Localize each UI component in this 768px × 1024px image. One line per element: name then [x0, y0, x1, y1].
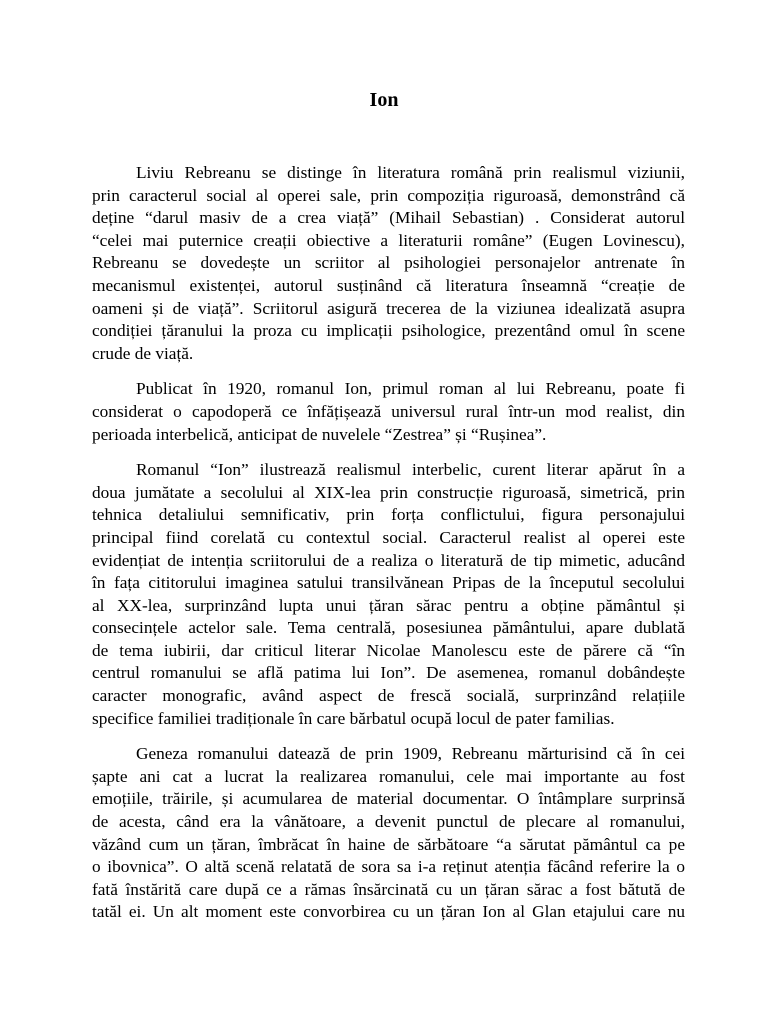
page-title: Ion	[369, 89, 399, 111]
text-line: emoțiile, trăirile, și acumularea de material documentar. O întâmplare surprinsă	[92, 789, 685, 809]
text-line: de acesta, când era la vânătoare, a devenit punctul de plecare al romanului,	[92, 812, 685, 832]
text-line: principal fiind corelată cu contextul social. Caracterul realist al operei este	[92, 527, 685, 547]
text-line: consecințele actelor sale. Tema centrală, posesiunea pământului, apare dublată	[92, 618, 685, 638]
text-line: mecanismul existenței, autorul susținând că literatura înseamnă “creație de	[92, 275, 685, 295]
text-line: Romanul “Ion” ilustrează realismul interbelic, curent literar apărut în a	[136, 460, 685, 480]
text-line: o ibovnica”. O altă scenă relatată de sora sa i-a reținut atenția făcând referire la o	[92, 857, 685, 877]
text-line: perioada interbelică, anticipat de nuvelele “Zestrea” și “Rușinea”.	[92, 424, 547, 444]
text-line: considerat o capodoperă ce înfățișează universul rural într-un mod realist, din	[92, 401, 685, 421]
text-line: Rebreanu se dovedește un scriitor al psihologiei personajelor antrenate în	[92, 253, 685, 273]
paragraph-intro	[92, 162, 685, 365]
text-line: văzând cum un țăran, îmbrăcat în haine de sărbătoare “a sărutat pământul ca pe	[92, 834, 685, 854]
text-line: deține “darul masiv de a crea viață” (Mihail Sebastian) . Considerat autorul	[92, 208, 685, 228]
text-line: tatăl ei. Un alt moment este convorbirea cu un țăran Ion al Glan etajului care nu	[92, 902, 685, 922]
text-line: centrul romanului se află patima lui Ion”. De asemenea, romanul dobândește	[92, 663, 685, 683]
text-line: șapte ani cat a lucrat la realizarea romanului, cele mai importante au fost	[92, 766, 685, 786]
text-line: doua jumătate a secolului al XIX-lea prin construcție riguroasă, simetrică, prin	[92, 482, 685, 502]
paragraph-realism	[92, 459, 685, 730]
text-line: specifice familiei tradiționale în care bărbatul ocupă locul de pater familias.	[92, 708, 615, 728]
text-line: de tema iubirii, dar criticul literar Nicolae Manolescu este de părere că “în	[92, 640, 685, 660]
text-line: Publicat în 1920, romanul Ion, primul roman al lui Rebreanu, poate fi	[136, 379, 685, 399]
text-line: oameni și de viață”. Scriitorul asigură trecerea de la viziunea idealizată asupra	[92, 298, 685, 318]
text-line: condiției țăranului la proza cu implicații psihologice, prezentând omul în scene	[92, 321, 685, 341]
text-line: prin caracterul social al operei sale, prin compoziția riguroasă, demonstrând că	[92, 185, 685, 205]
paragraph-publication	[92, 378, 685, 446]
text-line: caracter monografic, având aspect de frescă socială, surprinzând relațiile	[92, 686, 685, 706]
text-line: evidențiat de intenția scriitorului de a realiza o literatură de tip mimetic, aducând	[92, 550, 685, 570]
text-line: al XX-lea, surprinzând lupta unui țăran sărac pentru a obține pământul și	[92, 595, 685, 615]
text-line: tehnica detaliului semnificativ, prin forța conflictului, figura personajului	[92, 505, 685, 525]
text-line: în fața cititorului imaginea satului transilvănean Pripas de la începutul secolului	[92, 573, 685, 593]
text-line: crude de viață.	[92, 343, 194, 363]
text-line: Liviu Rebreanu se distinge în literatura română prin realismul viziunii,	[136, 163, 685, 182]
document-body	[92, 162, 685, 937]
paragraph-genesis	[92, 743, 685, 924]
text-line: fată înstărită care după ce a rămas însărcinată cu un țăran sărac a fost bătută de	[92, 879, 685, 899]
text-line: “celei mai puternice creații obiective a literaturii române” (Eugen Lovinescu),	[92, 230, 685, 250]
text-line: Geneza romanului datează de prin 1909, Rebreanu mărturisind că în cei	[136, 744, 685, 764]
